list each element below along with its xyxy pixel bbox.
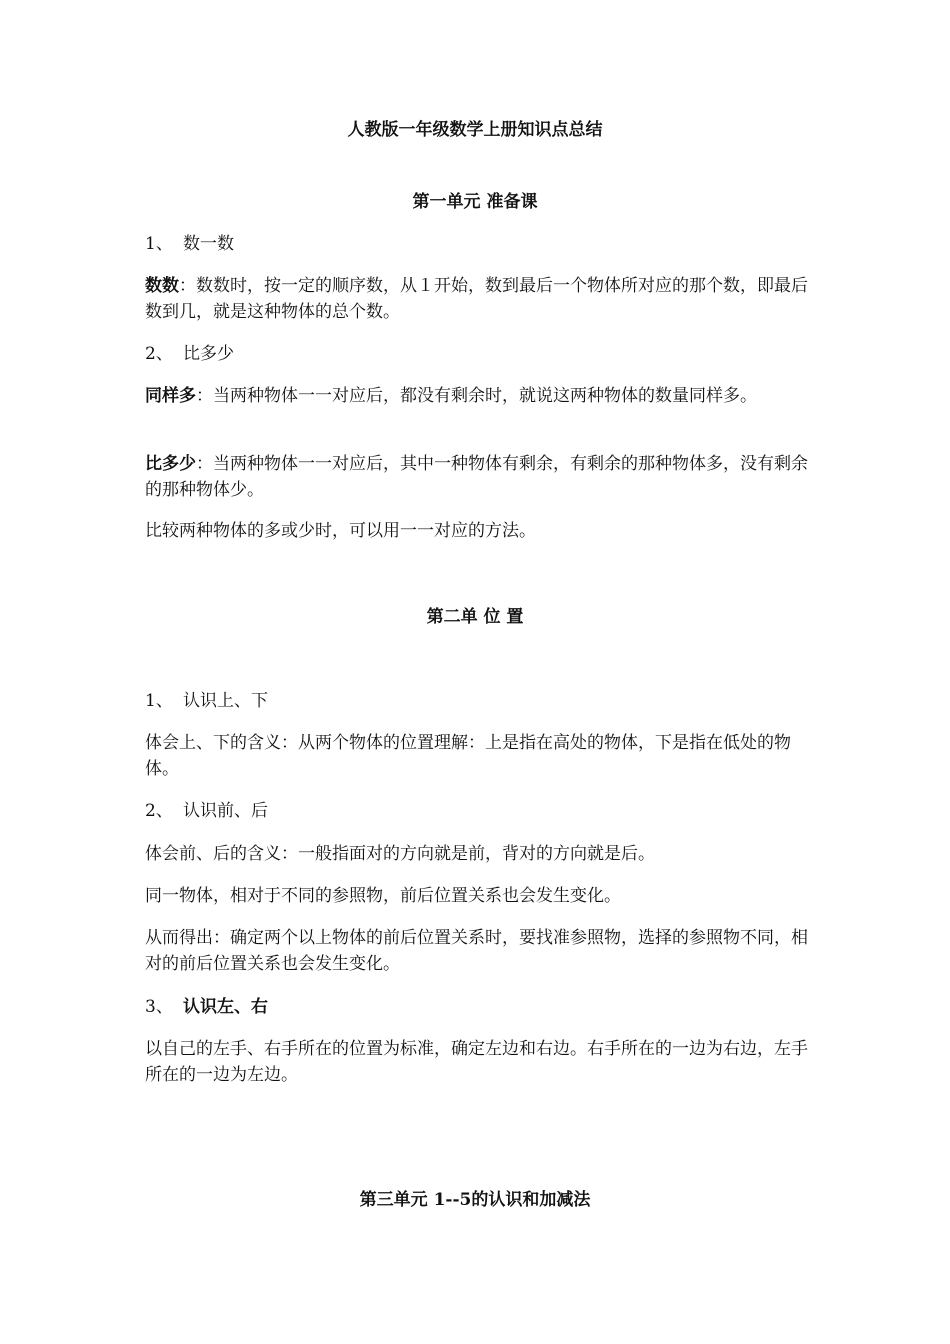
- section-title: 认识前、后: [183, 801, 268, 821]
- section-title: 数一数: [183, 234, 234, 254]
- paragraph-text: 当两种物体一一对应后，都没有剩余时，就说这两种物体的数量同样多。: [213, 386, 757, 406]
- unit2-heading: 第二单 位 置: [426, 607, 524, 627]
- section-title: 比多少: [183, 344, 234, 364]
- unit2-section3-heading: [145, 996, 268, 1018]
- section-title: 认识上、下: [183, 691, 268, 711]
- unit1-section1-heading: [145, 233, 234, 255]
- term-label: 比多少: [145, 454, 196, 474]
- paragraph-text: 数数时，按一定的顺序数，从１开始，数到最后一个物体所对应的那个数，即最后数到几，就是这种物体的总个数。: [145, 276, 808, 322]
- unit1-compare-paragraph: 比多少：当两种物体一一对应后，其中一种物体有剩余，有剩余的那种物体多，没有剩余的那种物体少。: [145, 454, 808, 500]
- unit2-section2-heading: [145, 800, 268, 822]
- unit2-section1-heading: [145, 690, 268, 712]
- unit2-conclusion-paragraph: 从而得出：确定两个以上物体的前后位置关系时，要找准参照物，选择的参照物不同，相对的前后位置关系也会发生变化。: [145, 928, 808, 974]
- section-number: 3、: [145, 997, 173, 1017]
- term-label: 数数: [145, 276, 179, 296]
- section-number: 1、: [145, 234, 173, 254]
- unit2-updown-paragraph: 体会上、下的含义：从两个物体的位置理解：上是指在高处的物体，下是指在低处的物体。: [145, 733, 791, 779]
- paragraph-text: 当两种物体一一对应后，其中一种物体有剩余，有剩余的那种物体多，没有剩余的那种物体少。: [145, 454, 808, 500]
- unit2-same-object-paragraph: 同一物体，相对于不同的参照物，前后位置关系也会发生变化。: [145, 886, 621, 906]
- unit2-leftright-paragraph: 以自己的左手、右手所在的位置为标准，确定左边和右边。右手所在的一边为右边，左手所在的一边为左边。: [145, 1039, 808, 1085]
- unit1-method-paragraph: 比较两种物体的多或少时，可以用一一对应的方法。: [145, 521, 536, 541]
- section-number: 1、: [145, 691, 173, 711]
- unit1-heading: 第一单元 准备课: [412, 192, 538, 212]
- section-title: 认识左、右: [183, 997, 268, 1017]
- document-title: 人教版一年级数学上册知识点总结: [347, 120, 603, 140]
- unit1-counting-paragraph: 数数：数数时，按一定的顺序数，从１开始，数到最后一个物体所对应的那个数，即最后数到几，就是这种物体的总个数。: [145, 276, 808, 322]
- unit1-section2-heading: [145, 343, 234, 365]
- section-number: 2、: [145, 344, 173, 364]
- unit1-same-paragraph: 同样多：当两种物体一一对应后，都没有剩余时，就说这两种物体的数量同样多。: [145, 386, 757, 406]
- term-label: 同样多: [145, 386, 196, 406]
- unit2-frontback-paragraph: 体会前、后的含义：一般指面对的方向就是前，背对的方向就是后。: [145, 844, 655, 864]
- unit3-heading: 第三单元 1--5的认识和加减法: [359, 1190, 591, 1210]
- section-number: 2、: [145, 801, 173, 821]
